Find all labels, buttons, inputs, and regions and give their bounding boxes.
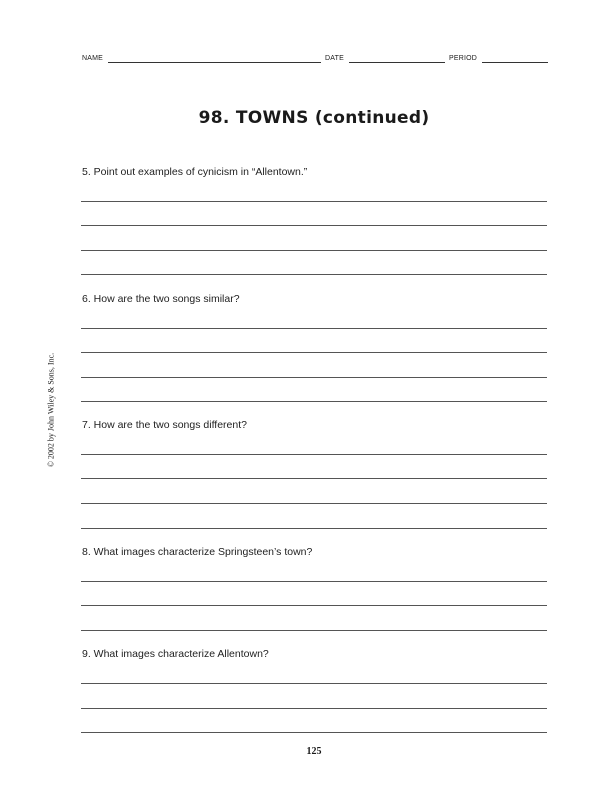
answer-line[interactable]	[81, 605, 547, 606]
answer-line[interactable]	[81, 352, 547, 353]
copyright-notice: © 2002 by John Wiley & Sons, Inc.	[46, 352, 56, 468]
answer-line[interactable]	[81, 683, 547, 684]
question-6: 6. How are the two songs similar?	[82, 293, 240, 305]
page-number: 125	[306, 746, 322, 757]
student-info-header	[82, 53, 548, 65]
answer-line[interactable]	[81, 274, 547, 275]
answer-line[interactable]	[81, 201, 547, 202]
date-label: DATE	[325, 55, 344, 62]
answer-line[interactable]	[81, 225, 547, 226]
answer-line[interactable]	[81, 581, 547, 582]
question-7: 7. How are the two songs different?	[82, 419, 247, 431]
question-9: 9. What images characterize Allentown?	[82, 648, 269, 660]
answer-line[interactable]	[81, 401, 547, 402]
answer-line[interactable]	[81, 732, 547, 733]
answer-line[interactable]	[81, 328, 547, 329]
name-label: NAME	[82, 55, 104, 62]
answer-line[interactable]	[81, 708, 547, 709]
date-field[interactable]	[349, 62, 445, 63]
answer-line[interactable]	[81, 377, 547, 378]
page-title: 98. TOWNS (continued)	[198, 108, 430, 128]
name-field[interactable]	[108, 62, 321, 63]
question-8: 8. What images characterize Springsteen’s town?	[82, 546, 313, 558]
period-field[interactable]	[482, 62, 548, 63]
answer-line[interactable]	[81, 528, 547, 529]
answer-line[interactable]	[81, 454, 547, 455]
answer-line[interactable]	[81, 503, 547, 504]
answer-line[interactable]	[81, 250, 547, 251]
period-label: PERIOD	[449, 55, 478, 62]
question-5: 5. Point out examples of cynicism in “Allentown.”	[82, 166, 308, 178]
answer-line[interactable]	[81, 630, 547, 631]
answer-line[interactable]	[81, 478, 547, 479]
